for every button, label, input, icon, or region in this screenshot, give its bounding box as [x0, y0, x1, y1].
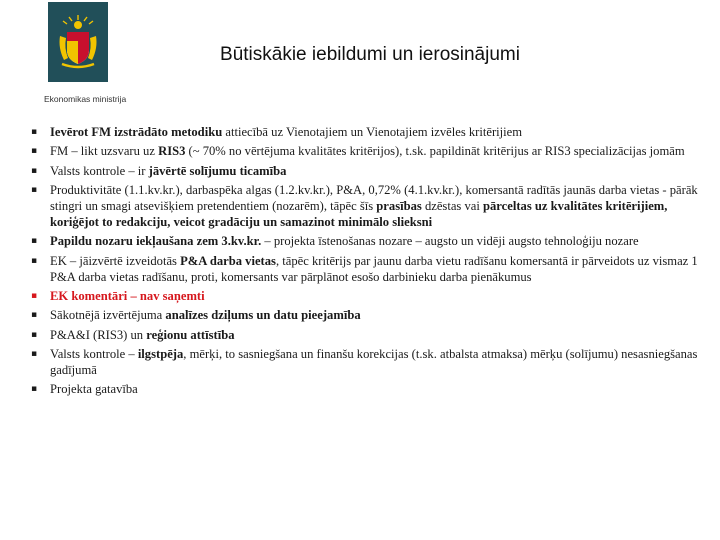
- emphasis-text: jāvērtē solījumu ticamība: [148, 163, 287, 178]
- page-title: Būtiskākie iebildumi un ierosinājumi: [220, 44, 520, 65]
- list-item: [30, 327, 700, 343]
- item-text: Produktivitāte (1.1.kv.kr.), darbaspēka algas (1.2.kv.kr.), P&A, 0,72% (4.1.kv.kr.), komersantā radītās jaunās darba vietas - pārāk stingri un smagi atsevišķiem pretendentiem (nozarēm), tāpēc šīs: [50, 182, 698, 213]
- list-item: [30, 307, 700, 323]
- bullet-icon: ▪: [31, 184, 38, 195]
- emphasis-text: pārceltas uz kvalitātes kritērijiem, koriģējot to redakciju, veicot gradāciju un samazinot minimālo slieksni: [50, 198, 668, 230]
- crest-icon: [48, 2, 108, 82]
- bullet-list-container: [30, 124, 700, 400]
- coat-of-arms-icon: [56, 14, 100, 70]
- item-text: Valsts kontrole – ir: [50, 163, 149, 178]
- list-item: [30, 253, 700, 285]
- bullet-icon: ▪: [31, 255, 38, 266]
- emphasis-text: P&A darba vietas: [180, 253, 276, 268]
- item-text: , mērķi, to sasniegšana un finanšu korekcijas (t.sk. atbalsta atmaksa) mērķu (solījumu) nesasniegšanas gadījumā: [50, 346, 698, 377]
- emphasis-text: EK komentāri – nav saņemti: [50, 288, 205, 303]
- item-text: – projekta īstenošanas nozare – augsto un vidēji augsto tehnoloģiju nozare: [261, 234, 639, 249]
- list-item: [30, 124, 700, 140]
- item-text: attiecībā uz Vienotajiem un Vienotajiem izvēles kritērijiem: [222, 125, 523, 139]
- emphasis-text: RIS3: [158, 144, 186, 159]
- emphasis-text: reģionu attīstība: [146, 327, 235, 342]
- bullet-icon: ▪: [31, 146, 38, 157]
- list-item: [30, 233, 700, 249]
- item-text: , tāpēc kritērijs par jaunu darba vietu radīšanu komersantā ir pārveidots uz vismaz 1 P&A darba vietas radīšanu, proti, komersants var pārplānot esošo darbinieku darba pienākumus: [50, 253, 698, 284]
- item-text: Sākotnējā izvērtējuma: [50, 308, 166, 323]
- bullet-icon: ▪: [31, 348, 38, 359]
- item-text: EK – jāizvērtē izveidotās: [50, 253, 181, 268]
- item-text: (~ 70% no vērtējuma kvalitātes kritērijos), t.sk. papildināt kritērijus ar RIS3 specializācijas jomām: [185, 144, 685, 159]
- item-text: Valsts kontrole –: [50, 346, 138, 361]
- bullet-list: [30, 124, 700, 397]
- bullet-icon: ▪: [31, 236, 38, 247]
- list-item: [30, 163, 700, 179]
- list-item: [30, 182, 700, 230]
- emphasis-text: ilgstpēja: [137, 346, 184, 361]
- ministry-logo: [30, 2, 145, 110]
- emphasis-text: analīzes dziļums un datu pieejamība: [165, 308, 361, 323]
- bullet-icon: ▪: [31, 384, 38, 395]
- ministry-name: Ekonomikas ministrija: [44, 94, 127, 104]
- bullet-icon: ▪: [31, 290, 38, 301]
- emphasis-text: Ievērot FM izstrādāto metodiku: [50, 125, 223, 139]
- bullet-icon: ▪: [31, 310, 38, 321]
- emphasis-text: Papildu nozaru iekļaušana zem 3.kv.kr.: [50, 234, 262, 249]
- list-item: [30, 381, 700, 397]
- item-text: dzēstas vai: [421, 198, 483, 213]
- item-text: P&A&I (RIS3) un: [50, 327, 147, 342]
- bullet-icon: ▪: [31, 127, 38, 137]
- list-item: [30, 346, 700, 378]
- item-text: FM – likt uzsvaru uz: [50, 144, 159, 159]
- item-text: Projekta gatavība: [50, 382, 138, 397]
- list-item: [30, 143, 700, 159]
- emphasis-text: prasības: [376, 198, 422, 213]
- list-item-highlight: [30, 288, 700, 304]
- bullet-icon: ▪: [31, 165, 38, 176]
- bullet-icon: ▪: [31, 329, 38, 340]
